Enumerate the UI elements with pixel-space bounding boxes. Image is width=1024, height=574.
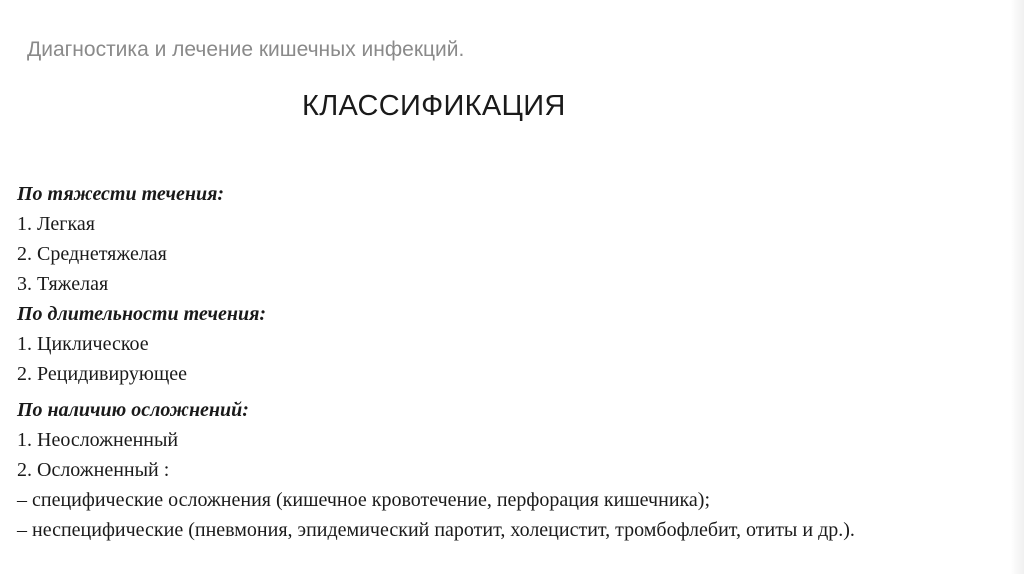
list-item: 1. Легкая <box>17 213 95 235</box>
list-item: 1. Неосложненный <box>17 429 179 451</box>
slide-edge-shadow <box>1010 0 1024 574</box>
list-item: 1. Циклическое <box>17 333 149 355</box>
slide-heading: КЛАССИФИКАЦИЯ <box>302 90 566 122</box>
list-item: 2. Осложненный : <box>17 459 170 481</box>
list-item: – специфические осложнения (кишечное кровотечение, перфорация кишечника); <box>17 489 711 511</box>
list-item: – неспецифические (пневмония, эпидемический паротит, холецистит, тромбофлебит, отиты и др.). <box>17 519 855 541</box>
slide-subtitle: Диагностика и лечение кишечных инфекций. <box>27 38 465 61</box>
section-title-severity: По тяжести течения: <box>17 183 225 205</box>
section-title-complications: По наличию осложнений: <box>17 399 249 421</box>
list-item: 2. Рецидивирующее <box>17 363 187 385</box>
classification-content <box>17 179 977 542</box>
list-item: 2. Среднетяжелая <box>17 243 167 265</box>
list-item: 3. Тяжелая <box>17 273 109 295</box>
section-title-duration: По длительности течения: <box>17 303 267 325</box>
